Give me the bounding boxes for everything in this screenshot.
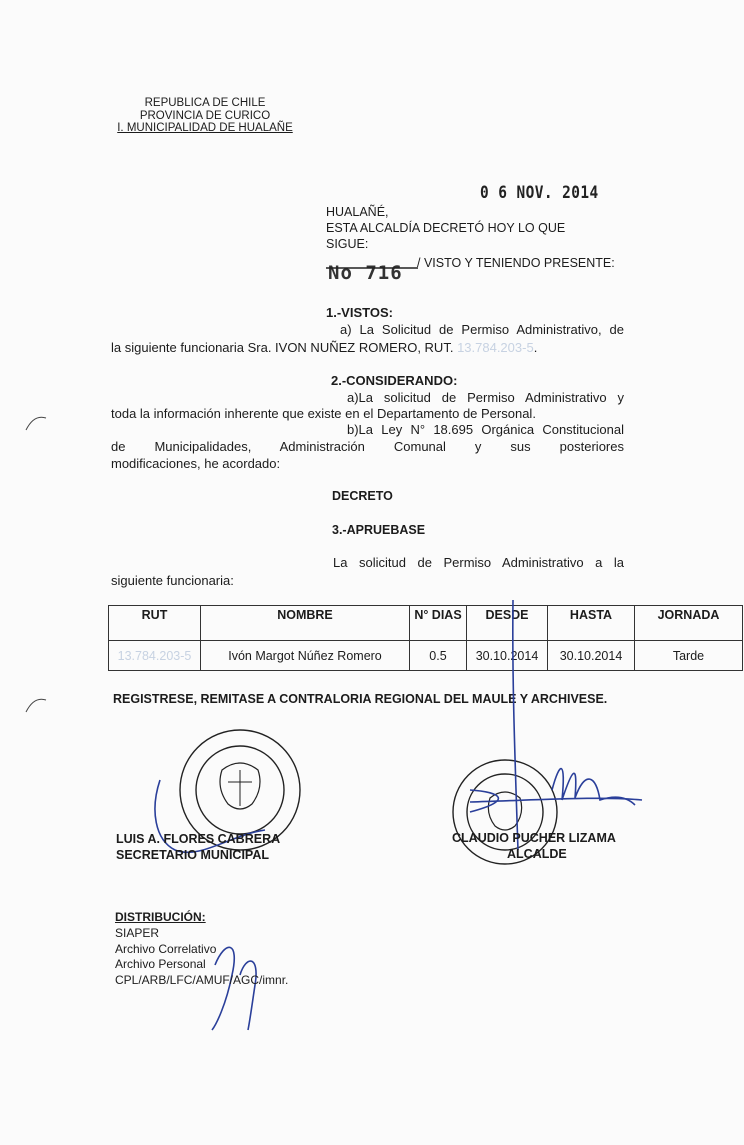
header-line-1: REPUBLICA DE CHILE xyxy=(144,97,266,109)
considerando-heading: 2.-CONSIDERANDO: xyxy=(331,373,458,388)
considerando-a2: toda la información inherente que existe en el Departamento de Personal. xyxy=(111,406,536,421)
cell-desde: 30.10.2014 xyxy=(467,641,548,671)
list-item: Archivo Correlativo xyxy=(115,941,217,956)
col-header-desde: DESDE xyxy=(467,606,548,641)
decree-number: No 716 xyxy=(328,262,403,284)
vistos-line-1: a) La Solicitud de Permiso Administrativo, de xyxy=(340,322,624,337)
list-item: SIAPER xyxy=(115,926,160,940)
date-stamp: 0 6 NOV. 2014 xyxy=(480,183,599,203)
apruebase-heading: 3.-APRUEBASE xyxy=(332,523,426,537)
mayor-name: CLAUDIO PUCHER LIZAMA xyxy=(452,831,616,845)
cell-rut: 13.784.203-5 xyxy=(109,641,201,671)
secretary-title: SECRETARIO MUNICIPAL xyxy=(116,848,270,862)
mayor-title: ALCALDE xyxy=(507,847,567,861)
visto-text: / VISTO Y TENIENDO PRESENTE: xyxy=(417,256,615,270)
redacted-rut: 13.784.203-5 xyxy=(457,340,534,355)
considerando-b1: b)La Ley N° 18.695 Orgánica Constitucional xyxy=(347,422,624,437)
distribucion-heading: DISTRIBUCIÓN: xyxy=(115,910,206,924)
header-line-3: I. MUNICIPALIDAD DE HUALAÑE xyxy=(117,122,293,134)
distribucion-list xyxy=(115,926,288,988)
vistos-end: . xyxy=(533,340,538,355)
cell-dias: 0.5 xyxy=(410,641,467,671)
decreto-heading: DECRETO xyxy=(332,489,393,503)
intro-line-1: ESTA ALCALDÍA DECRETÓ HOY LO QUE xyxy=(326,221,566,235)
considerando-b2: de Municipalidades, Administración Comunal y sus posteriores xyxy=(111,439,624,454)
col-header-nombre: NOMBRE xyxy=(201,606,410,641)
secretary-name: LUIS A. FLORES CABRERA xyxy=(116,832,281,846)
col-header-jornada: JORNADA xyxy=(635,606,743,641)
decreto-p2: siguiente funcionaria: xyxy=(111,573,234,588)
intro-line-2: SIGUE: xyxy=(326,237,369,251)
vistos-heading: 1.-VISTOS: xyxy=(326,305,393,320)
cell-nombre: Ivón Margot Núñez Romero xyxy=(201,641,410,671)
list-item: Archivo Personal xyxy=(115,957,206,971)
col-header-hasta: HASTA xyxy=(548,606,635,641)
decreto-p1: La solicitud de Permiso Administrativo a la xyxy=(333,555,624,570)
vistos-line-2-text: la siguiente funcionaria Sra. IVON NUÑEZ ROMERO, RUT. xyxy=(111,340,454,355)
considerando-a1: a)La solicitud de Permiso Administrativo y xyxy=(347,390,624,405)
closing-statement: REGISTRESE, REMITASE A CONTRALORIA REGIONAL DEL MAULE Y ARCHIVESE. xyxy=(113,692,608,706)
considerando-b3: modificaciones, he acordado: xyxy=(111,456,281,471)
col-header-rut: RUT xyxy=(109,606,201,641)
list-item: CPL/ARB/LFC/AMUF/AGC/imnr. xyxy=(115,972,289,987)
place-text: HUALAÑÉ, xyxy=(326,205,389,219)
header-line-2: PROVINCIA DE CURICO xyxy=(139,109,271,122)
cell-jornada: Tarde xyxy=(635,641,743,671)
cell-hasta: 30.10.2014 xyxy=(548,641,635,671)
col-header-dias: N° DIAS xyxy=(410,606,467,641)
